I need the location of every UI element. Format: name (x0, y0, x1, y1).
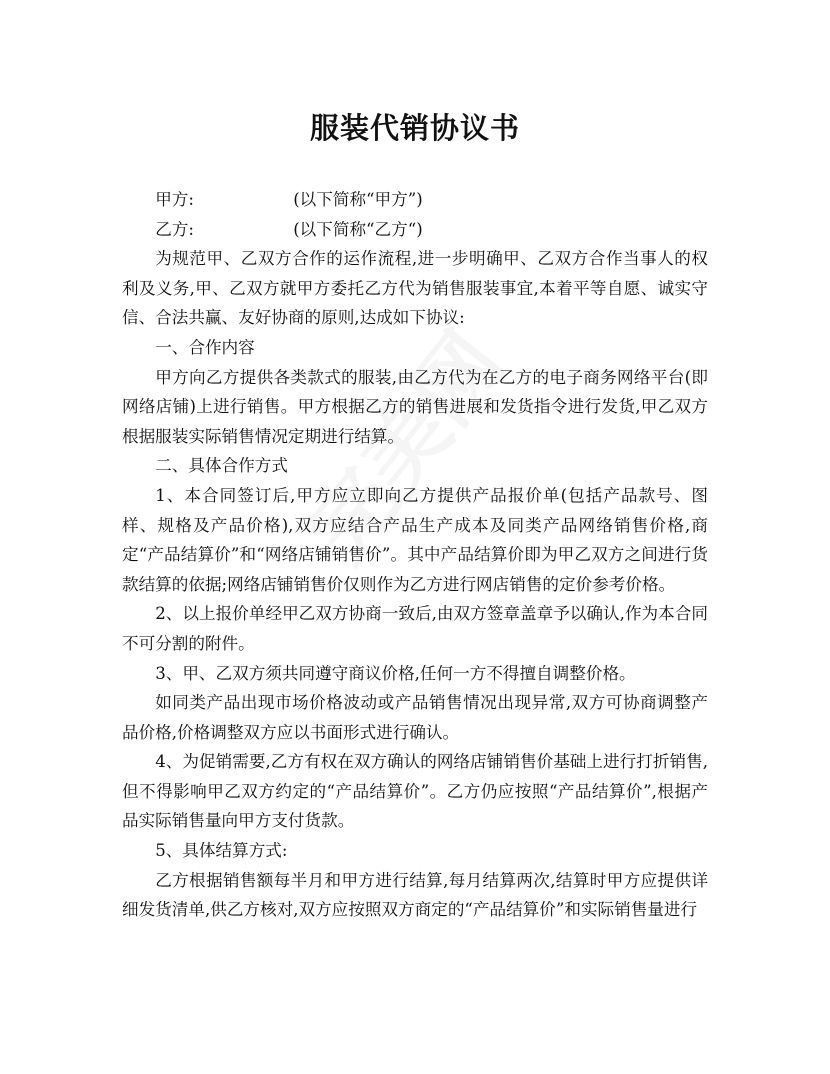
clause-4-paragraph: 4、为促销需要,乙方有权在双方确认的网络店铺销售价基础上进行打折销售,但不得影响甲乙双方约定的“产品结算价”。乙方仍应按照“产品结算价”,根据产品实际销售量向甲方支付货款。 (122, 752, 708, 831)
document-body (122, 185, 708, 925)
clause-5-heading: 5、具体结算方式: (155, 841, 288, 861)
clause-5-detail-paragraph: 乙方根据销售额每半月和甲方进行结算,每月结算两次,结算时甲方应提供详细发货清单,供乙方核对,双方应按照双方商定的“产品结算价”和实际销售量进行 (122, 870, 708, 920)
preamble-paragraph: 为规范甲、乙双方合作的运作流程,进一步明确甲、乙双方合作当事人的权利及义务,甲、乙双方就甲方委托乙方代为销售服装事宜,本着平等自愿、诚实守信、合法共赢、友好协商的原则,达成如下协议: (122, 249, 708, 328)
party-b-note: (以下简称“乙方“) (293, 219, 423, 239)
clause-3-paragraph: 3、甲、乙双方须共同遵守商议价格,任何一方不得擅自调整价格。 (155, 663, 636, 683)
party-b-label: 乙方: (155, 219, 194, 239)
party-b-row (122, 215, 708, 245)
party-a-label: 甲方: (155, 190, 194, 209)
clause-3-detail-paragraph: 如同类产品出现市场价格波动或产品销售情况出现异常,双方可协商调整产品价格,价格调整双方应以书面形式进行确认。 (122, 693, 708, 742)
clause-2-paragraph: 2、以上报价单经甲乙双方协商一致后,由双方签章盖章予以确认,作为本合同不可分割的附件。 (122, 604, 708, 653)
cooperation-content-paragraph: 甲方向乙方提供各类款式的服装,由乙方代为在乙方的电子商务网络平台(即网络店铺)上进行销售。甲方根据乙方的销售进展和发货指令进行发货,甲乙双方根据服装实际销售情况定期进行结算。 (122, 367, 708, 446)
section-heading-cooperation-content: 一、合作内容 (155, 337, 255, 357)
party-a-row (122, 185, 708, 215)
party-a-note: (以下简称“甲方”) (293, 190, 423, 209)
document-title: 服装代销协议书 (309, 111, 520, 145)
clause-1-paragraph: 1、本合同签订后,甲方应立即向乙方提供产品报价单(包括产品款号、图样、规格及产品价格),双方应结合产品生产成本及同类产品网络销售价格,商定“产品结算价”和“网络店铺销售价”。其中产品结算价即为甲乙双方之间进行货款结算的依据;网络店铺销售价仅则作为乙方进行网店销售的定价参考价格。 (122, 485, 708, 594)
section-heading-cooperation-method: 二、具体合作方式 (155, 456, 288, 476)
